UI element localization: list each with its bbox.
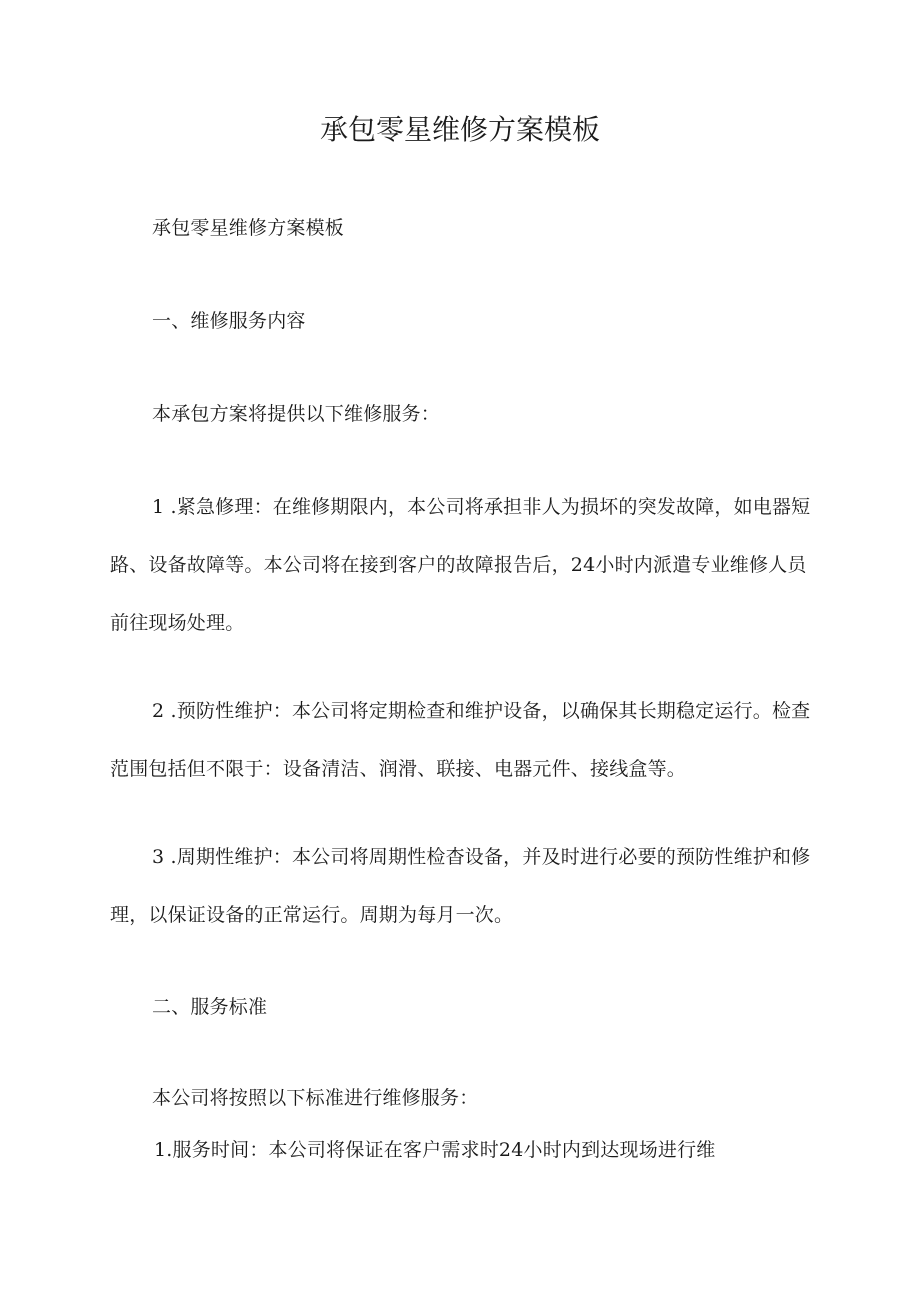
- section2-intro: 本公司将按照以下标准进行维修服务：: [152, 1087, 479, 1109]
- service-item-3: 3 .周期性维护：本公司将周期性检杳设备，并及时进行必要的预防性维护和修理，以保证设备的正常运行。周期为每月一次。: [110, 846, 811, 926]
- section2-heading: 二、服务标准: [152, 996, 268, 1018]
- section1-heading: 一、维修服务内容: [152, 310, 306, 332]
- section1-intro: 本承包方案将提供以下维修服务：: [152, 403, 441, 425]
- document-subtitle: 承包零星维修方案模板: [152, 217, 345, 239]
- service-standard-1: 1.服务时间：本公司将保证在客户需求时24小时内到达现场进行维: [154, 1139, 716, 1161]
- service-item-2: 2 .预防性维护：本公司将定期检查和维护设备，以确保其长期稳定运行。检查范围包括但不限于：设备清洁、润滑、联接、电器元件、接线盒等。: [110, 700, 811, 780]
- document-title: 承包零星维修方案模板: [319, 113, 600, 146]
- service-item-1: 1 .紧急修理：在维修期限内，本公司将承担非人为损坏的突发故障，如电器短路、设备故障等。本公司将在接到客户的故障报告后，24小时内派遣专业维修人员前往现场处理。: [110, 496, 811, 634]
